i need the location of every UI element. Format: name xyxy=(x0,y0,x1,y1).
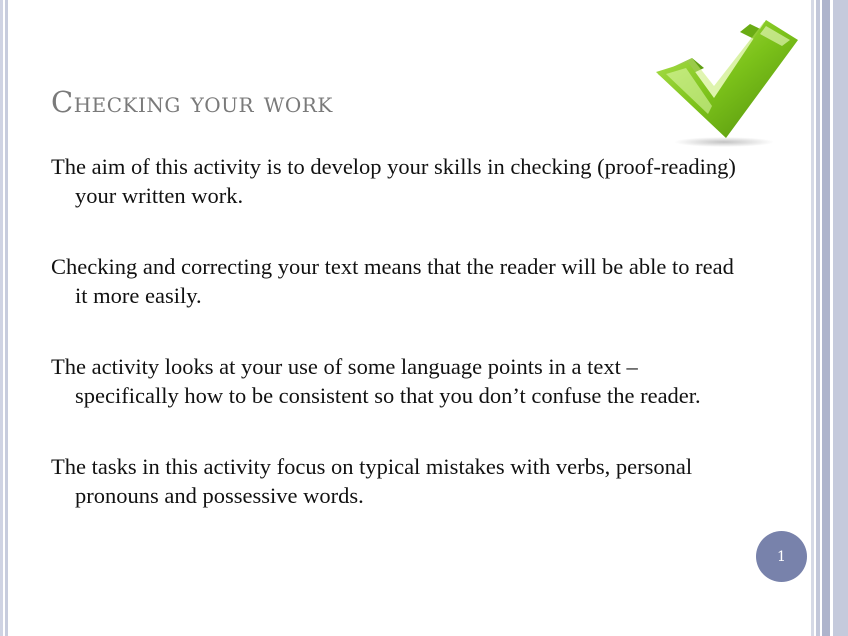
right-frame-border xyxy=(808,0,848,636)
paragraph-tasks: The tasks in this activity focus on typical mistakes with verbs, personal pronouns and possessive words. xyxy=(51,454,693,508)
slide-title: Checking your work xyxy=(51,85,333,119)
green-checkmark-icon xyxy=(652,14,800,150)
paragraph-checking: Checking and correcting your text means that the reader will be able to read it more easily. xyxy=(51,254,734,308)
page-number-badge: 1 xyxy=(756,531,807,582)
left-frame-border xyxy=(0,0,12,636)
slide-body xyxy=(51,153,741,553)
paragraph-language-points: The activity looks at your use of some language points in a text – specifically how to be consistent so that you don’t confuse the reader. xyxy=(51,354,701,408)
paragraph-aim: The aim of this activity is to develop your skills in checking (proof-reading) your written work. xyxy=(51,154,736,208)
